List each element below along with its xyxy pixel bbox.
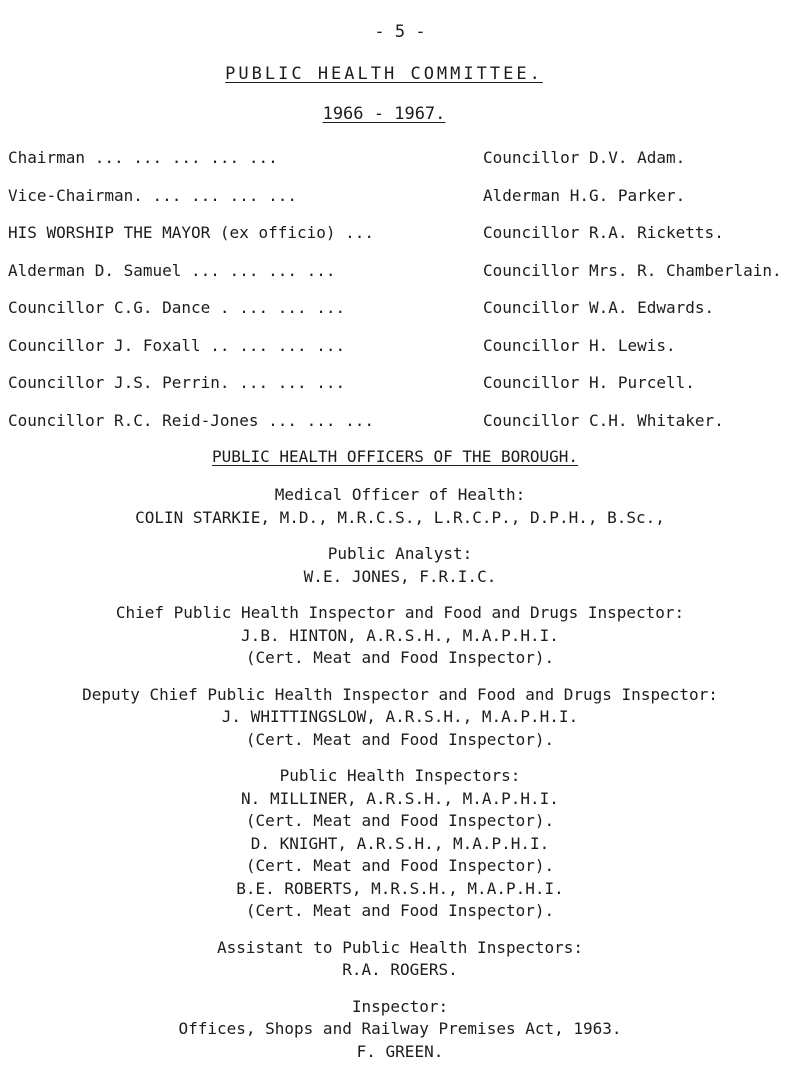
- officer-name: J. WHITTINGSLOW, A.R.S.H., M.A.P.H.I.: [221, 707, 579, 726]
- officer-entry-deputy-inspector: [0, 684, 800, 752]
- officer-cert: (Cert. Meat and Food Inspector).: [245, 856, 555, 875]
- member-name: Councillor H. Purcell.: [483, 373, 695, 392]
- member-name: Councillor W.A. Edwards.: [483, 298, 715, 317]
- officer-role: Deputy Chief Public Health Inspector and Food and Drugs Inspector:: [82, 684, 718, 704]
- officer-role: Medical Officer of Health:: [274, 485, 526, 504]
- officer-entry-medical: [0, 484, 800, 529]
- officer-entry-chief-inspector: [0, 602, 800, 670]
- member-name: Councillor Mrs. R. Chamberlain.: [483, 260, 782, 280]
- officer-role: Public Analyst:: [327, 544, 473, 563]
- officer-name: F. GREEN.: [356, 1041, 444, 1061]
- page-number: - 5 -: [374, 22, 426, 42]
- member-role: Councillor C.G. Dance . ... ... ...: [8, 298, 346, 317]
- member-row: [8, 261, 800, 299]
- members-list: [8, 148, 800, 448]
- member-row: [8, 411, 800, 449]
- officer-role: Assistant to Public Health Inspectors:: [216, 937, 584, 957]
- member-name: Councillor R.A. Ricketts.: [483, 223, 724, 242]
- member-name: Councillor C.H. Whitaker.: [483, 410, 724, 430]
- member-name: Alderman H.G. Parker.: [483, 185, 686, 205]
- member-role: Councillor J. Foxall .. ... ... ...: [8, 335, 346, 355]
- officer-role: Chief Public Health Inspector and Food and Drugs Inspector:: [115, 603, 685, 622]
- officer-name: D. KNIGHT, A.R.S.H., M.A.P.H.I.: [250, 833, 550, 853]
- officer-entry-inspectors: [0, 765, 800, 923]
- officer-cert: (Cert. Meat and Food Inspector).: [245, 648, 555, 667]
- member-role: Alderman D. Samuel ... ... ... ...: [8, 260, 336, 280]
- officer-entry-assistant: [0, 937, 800, 982]
- officer-act: Offices, Shops and Railway Premises Act, 1963.: [178, 1019, 622, 1038]
- officer-role: Inspector:: [351, 996, 449, 1016]
- member-name: Councillor D.V. Adam.: [483, 148, 686, 167]
- officer-cert: (Cert. Meat and Food Inspector).: [245, 729, 555, 749]
- officers-heading: PUBLIC HEALTH OFFICERS OF THE BOROUGH.: [211, 447, 579, 466]
- member-role: HIS WORSHIP THE MAYOR (ex officio) ...: [8, 223, 375, 242]
- officer-name: B.E. ROBERTS, M.R.S.H., M.A.P.H.I.: [236, 878, 564, 898]
- member-row: [8, 186, 800, 224]
- member-row: [8, 336, 800, 374]
- officer-name: J.B. HINTON, A.R.S.H., M.A.P.H.I.: [241, 625, 559, 645]
- officer-name: W.E. JONES, F.R.I.C.: [303, 566, 497, 586]
- officer-name: COLIN STARKIE, M.D., M.R.C.S., L.R.C.P., D.P.H., B.Sc.,: [135, 507, 665, 527]
- officer-cert: (Cert. Meat and Food Inspector).: [245, 811, 555, 830]
- member-role: Vice-Chairman. ... ... ... ...: [8, 185, 297, 205]
- officer-name: R.A. ROGERS.: [342, 960, 458, 979]
- member-role: Councillor J.S. Perrin. ... ... ...: [8, 373, 346, 392]
- member-row: [8, 148, 800, 186]
- member-row: [8, 298, 800, 336]
- member-role: Chairman ... ... ... ... ...: [8, 148, 278, 167]
- officer-entry-analyst: [0, 543, 800, 588]
- member-row: [8, 223, 800, 261]
- officer-entry-offices-inspector: [0, 996, 800, 1064]
- member-role: Councillor R.C. Reid-Jones ... ... ...: [8, 410, 375, 430]
- officers-list: [0, 484, 800, 1077]
- member-row: [8, 373, 800, 411]
- officer-cert: (Cert. Meat and Food Inspector).: [245, 901, 555, 920]
- officer-role: Public Health Inspectors:: [279, 766, 521, 785]
- committee-years: 1966 - 1967.: [322, 104, 446, 124]
- officer-name: N. MILLINER, A.R.S.H., M.A.P.H.I.: [241, 788, 559, 808]
- committee-title: PUBLIC HEALTH COMMITTEE.: [225, 64, 543, 84]
- member-name: Councillor H. Lewis.: [483, 335, 676, 355]
